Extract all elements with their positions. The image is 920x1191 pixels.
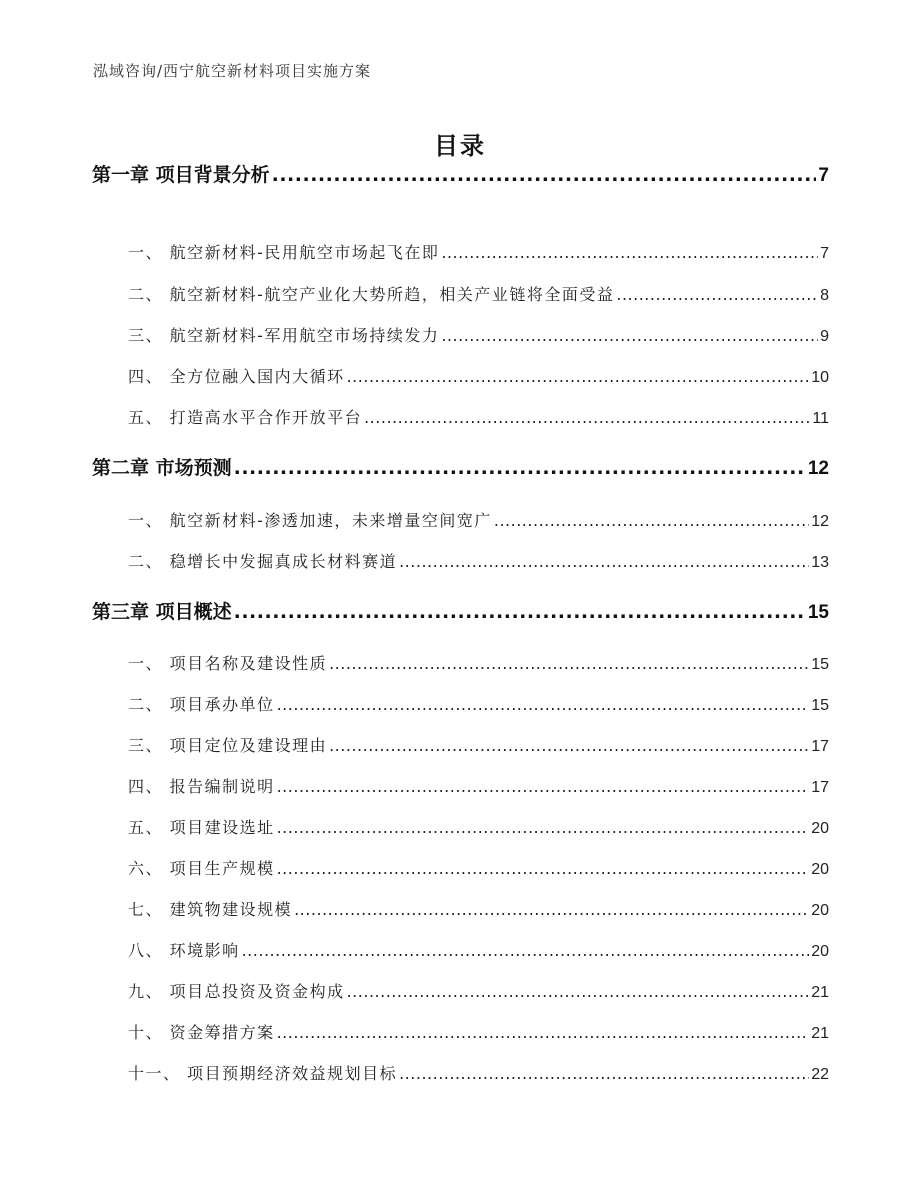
dot-leader (277, 777, 810, 796)
toc-section[interactable] (128, 651, 829, 674)
dot-leader (616, 285, 818, 304)
toc-page-number: 20 (811, 820, 829, 837)
toc-page-number: 17 (811, 738, 829, 755)
dot-leader (329, 736, 809, 755)
toc-page-number: 15 (807, 602, 829, 623)
toc-entry-label: 七、 建筑物建设规模 (128, 900, 293, 919)
toc-page-number: 20 (811, 861, 829, 878)
toc-page-number: 15 (811, 697, 829, 714)
toc-section[interactable] (128, 979, 829, 1002)
toc-entry-label: 六、 项目生产规模 (128, 859, 275, 878)
dot-leader (277, 859, 810, 878)
toc-entry-label: 第一章 项目背景分析 (92, 164, 270, 186)
toc-page-number: 11 (812, 410, 829, 427)
toc-section[interactable] (128, 938, 829, 961)
dot-leader (277, 1023, 810, 1042)
toc-page-number: 20 (811, 943, 829, 960)
dot-leader (294, 900, 809, 919)
toc-entry-label: 十一、 项目预期经济效益规划目标 (128, 1064, 398, 1083)
toc-section[interactable] (128, 323, 829, 346)
toc-page-number: 22 (811, 1066, 829, 1083)
toc-entry-label: 三、 航空新材料-军用航空市场持续发力 (128, 326, 440, 345)
toc-entry-label: 二、 航空新材料-航空产业化大势所趋，相关产业链将全面受益 (128, 285, 615, 304)
toc-section[interactable] (128, 692, 829, 715)
toc-page-number: 13 (811, 554, 829, 571)
toc-section[interactable] (128, 508, 829, 531)
toc-section[interactable] (128, 1020, 829, 1043)
dot-leader (364, 408, 810, 427)
toc-entry-label: 一、 项目名称及建设性质 (128, 654, 328, 673)
toc-page-number: 12 (811, 513, 829, 530)
toc-page-number: 7 (820, 245, 829, 262)
dot-leader (329, 654, 809, 673)
running-header: 泓域咨询/西宁航空新材料项目实施方案 (93, 62, 372, 80)
toc-entry-label: 第三章 项目概述 (92, 601, 232, 623)
toc-entry-label: 一、 航空新材料-渗透加速，未来增量空间宽广 (128, 511, 492, 530)
dot-leader (494, 511, 809, 530)
dot-leader (399, 1064, 809, 1083)
toc-entry-label: 二、 项目承办单位 (128, 695, 275, 714)
toc-entry-label: 九、 项目总投资及资金构成 (128, 982, 345, 1001)
dot-leader (441, 243, 818, 262)
toc-page-number: 15 (811, 656, 829, 673)
dot-leader (272, 164, 817, 186)
toc-section[interactable] (128, 364, 829, 387)
toc-page-number: 12 (807, 458, 829, 479)
toc-chapter[interactable] (92, 597, 829, 624)
toc-page-number: 20 (811, 902, 829, 919)
dot-leader (399, 552, 809, 571)
toc-chapter[interactable] (92, 160, 829, 187)
toc-section[interactable] (128, 856, 829, 879)
toc-chapter[interactable] (92, 453, 829, 480)
toc-page-number: 10 (811, 369, 829, 386)
toc-entry-label: 十、 资金筹措方案 (128, 1023, 275, 1042)
dot-leader (347, 367, 810, 386)
toc-entry-label: 第二章 市场预测 (92, 457, 232, 479)
toc-page-number: 8 (820, 287, 829, 304)
toc-section[interactable] (128, 1061, 829, 1084)
toc-section[interactable] (128, 815, 829, 838)
toc-section[interactable] (128, 282, 829, 305)
dot-leader (234, 601, 806, 623)
dot-leader (441, 326, 818, 345)
toc-section[interactable] (128, 549, 829, 572)
toc-entry-label: 四、 报告编制说明 (128, 777, 275, 796)
toc-entry-label: 五、 项目建设选址 (128, 818, 275, 837)
toc-entry-label: 二、 稳增长中发掘真成长材料赛道 (128, 552, 398, 571)
toc-section[interactable] (128, 733, 829, 756)
toc-entry-label: 三、 项目定位及建设理由 (128, 736, 328, 755)
dot-leader (277, 818, 810, 837)
toc-page-number: 21 (811, 1025, 829, 1042)
toc-entry-label: 一、 航空新材料-民用航空市场起飞在即 (128, 243, 440, 262)
toc-section[interactable] (128, 240, 829, 263)
dot-leader (347, 982, 810, 1001)
toc-entry-label: 五、 打造高水平合作开放平台 (128, 408, 363, 427)
toc-title: 目录 (434, 132, 486, 160)
toc-page-number: 7 (818, 165, 829, 186)
dot-leader (234, 457, 806, 479)
toc-section[interactable] (128, 405, 829, 428)
toc-section[interactable] (128, 774, 829, 797)
dot-leader (277, 695, 810, 714)
toc-entry-label: 四、 全方位融入国内大循环 (128, 367, 345, 386)
toc-section[interactable] (128, 897, 829, 920)
dot-leader (242, 941, 810, 960)
toc-entry-label: 八、 环境影响 (128, 941, 240, 960)
toc-page-number: 9 (820, 328, 829, 345)
toc-page-number: 17 (811, 779, 829, 796)
toc-page-number: 21 (811, 984, 829, 1001)
